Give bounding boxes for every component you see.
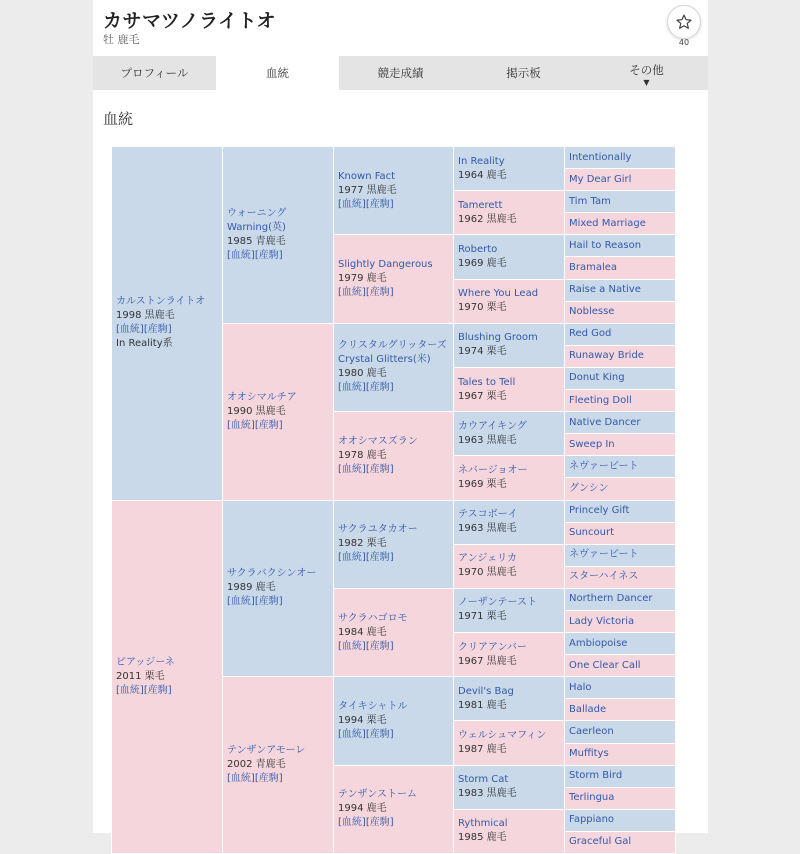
- ancestor-cell-gen4: [454, 500, 565, 544]
- ancestor-link[interactable]: Bramalea: [569, 262, 618, 274]
- ancestor-cell-gen5: [565, 831, 676, 853]
- pedigree-link[interactable]: [血統]: [338, 552, 366, 564]
- produce-link[interactable]: [産駒]: [365, 382, 394, 394]
- pedigree-link[interactable]: [血統]: [338, 463, 366, 475]
- ancestor-links: [338, 198, 453, 212]
- tab-label: 血統: [266, 66, 289, 80]
- page: [93, 0, 708, 848]
- ancestor-entry: [458, 376, 564, 404]
- ancestor-cell-gen5: [565, 323, 676, 345]
- ancestor-cell-gen5: [565, 787, 676, 809]
- ancestor-link[interactable]: My Dear Girl: [569, 173, 632, 185]
- ancestor-cell-gen5: [565, 390, 676, 412]
- ancestor-name-link[interactable]: Rythmical: [458, 818, 508, 830]
- ancestor-cell-gen5: [565, 434, 676, 456]
- ancestor-entry: [227, 744, 333, 786]
- ancestor-link[interactable]: Noblesse: [569, 306, 615, 318]
- ancestor-birth-color: 1983 黒鹿毛: [458, 788, 517, 800]
- tab-pedigree[interactable]: [216, 56, 339, 90]
- ancestor-birth-color: 1994 栗毛: [338, 714, 387, 726]
- ancestor-cell-gen5: [565, 610, 676, 632]
- ancestor-link[interactable]: Mixed Marriage: [569, 217, 646, 229]
- ancestor-entry: [227, 391, 333, 433]
- tab-board[interactable]: [462, 56, 585, 90]
- ancestor-cell-gen4: [454, 367, 565, 411]
- ancestor-name-link[interactable]: Tales to Tell: [458, 376, 516, 388]
- pedigree-link[interactable]: [血統]: [227, 596, 255, 608]
- caret-down-icon: ▼: [643, 78, 650, 87]
- ancestor-cell-gen3: [334, 500, 454, 588]
- ancestor-birth-color: 1981 鹿毛: [458, 699, 507, 711]
- ancestor-entry: [338, 435, 453, 477]
- ancestor-link[interactable]: Sweep In: [569, 438, 615, 450]
- ancestor-name-link[interactable]: ネバージョオー: [458, 464, 528, 476]
- ancestor-birth-color: 1984 鹿毛: [338, 626, 387, 638]
- pedigree-link[interactable]: [血統]: [116, 324, 144, 336]
- ancestor-links: [116, 684, 222, 698]
- ancestor-cell-gen5: [565, 301, 676, 323]
- ancestor-entry: [116, 656, 222, 698]
- ancestor-cell-gen4: [454, 544, 565, 588]
- tab-other[interactable]: [585, 56, 708, 90]
- ancestor-link[interactable]: スターハイネス: [569, 571, 639, 583]
- pedigree-link[interactable]: [血統]: [338, 728, 366, 740]
- ancestor-links: [227, 772, 333, 786]
- ancestor-cell-gen3: [334, 323, 454, 411]
- ancestor-links: [338, 551, 453, 565]
- ancestor-cell-gen5: [565, 412, 676, 434]
- ancestor-birth-color: 1974 栗毛: [458, 346, 507, 358]
- ancestor-link[interactable]: Ambiopoise: [569, 637, 628, 649]
- ancestor-cell-gen5: [565, 677, 676, 699]
- ancestor-link[interactable]: Intentionally: [569, 151, 632, 163]
- produce-link[interactable]: [産駒]: [254, 596, 283, 608]
- ancestor-cell-gen3: [334, 677, 454, 765]
- ancestor-cell-gen5: [565, 478, 676, 500]
- ancestor-entry: [227, 207, 333, 263]
- ancestor-link[interactable]: Suncourt: [569, 527, 615, 539]
- ancestor-birth-color: 1967 栗毛: [458, 390, 507, 402]
- ancestor-cell-gen5: [565, 522, 676, 544]
- ancestor-birth-color: 2011 栗毛: [116, 670, 165, 682]
- ancestor-cell-gen4: [454, 279, 565, 323]
- ancestor-name-link[interactable]: Known Fact: [338, 170, 396, 182]
- ancestor-birth-color: 1998 黒鹿毛: [116, 310, 175, 322]
- ancestor-birth-color: 1985 青鹿毛: [227, 235, 286, 247]
- ancestor-birth-color: 1970 栗毛: [458, 302, 507, 314]
- ancestor-link[interactable]: Red God: [569, 328, 612, 340]
- ancestor-cell-gen4: [454, 191, 565, 235]
- ancestor-link[interactable]: One Clear Call: [569, 659, 641, 671]
- pedigree-link[interactable]: [血統]: [227, 773, 255, 785]
- ancestor-cell-gen3: [334, 235, 454, 323]
- produce-link[interactable]: [産駒]: [254, 773, 283, 785]
- ancestor-birth-color: 1969 栗毛: [458, 478, 507, 490]
- produce-link[interactable]: [産駒]: [365, 640, 394, 652]
- pedigree-link[interactable]: [血統]: [116, 684, 144, 696]
- ancestor-links: [116, 323, 222, 337]
- pedigree-link[interactable]: [血統]: [227, 419, 255, 431]
- ancestor-name-link[interactable]: Storm Cat: [458, 774, 509, 786]
- ancestor-cell-gen4: [454, 412, 565, 456]
- ancestor-cell-gen5: [565, 213, 676, 235]
- ancestor-link[interactable]: Lady Victoria: [569, 615, 635, 627]
- ancestor-link[interactable]: Runaway Bride: [569, 350, 644, 362]
- ancestor-birth-color: 1985 鹿毛: [458, 832, 507, 844]
- ancestor-link[interactable]: ネヴァービート: [569, 549, 639, 561]
- ancestor-cell-gen5: [565, 169, 676, 191]
- ancestor-name-link[interactable]: テンザンアモーレ: [227, 745, 306, 757]
- ancestor-birth-color: 1963 黒鹿毛: [458, 434, 517, 446]
- ancestor-cell-gen5: [565, 633, 676, 655]
- horse-name: カサマツノライトオ: [103, 10, 277, 32]
- pedigree-table: [111, 146, 676, 854]
- ancestor-name-link[interactable]: サクラバクシンオー: [227, 568, 317, 580]
- ancestor-entry: [458, 331, 564, 359]
- ancestor-name-link[interactable]: カルストンライトオ: [116, 296, 206, 308]
- ancestor-cell-gen3: [334, 412, 454, 500]
- section-title: 血統: [103, 110, 134, 128]
- ancestor-name-link[interactable]: サクラハゴロモ: [338, 612, 408, 624]
- ancestor-cell-gen4: [454, 765, 565, 809]
- ancestor-entry: [338, 523, 453, 565]
- ancestor-entry: [338, 788, 453, 830]
- pedigree-link[interactable]: [血統]: [227, 249, 255, 261]
- produce-link[interactable]: [産駒]: [365, 287, 394, 299]
- ancestor-link[interactable]: ネヴァービート: [569, 460, 639, 472]
- ancestor-entry: [227, 567, 333, 609]
- pedigree-link[interactable]: [血統]: [338, 817, 366, 829]
- ancestor-name-link[interactable]: ウェルシュマフィン: [458, 730, 547, 742]
- ancestor-name-link[interactable]: Slightly Dangerous: [338, 259, 433, 271]
- tab-label: 掲示板: [506, 66, 541, 80]
- ancestor-cell-gen1: [112, 147, 223, 501]
- ancestor-link[interactable]: Fappiano: [569, 814, 615, 826]
- ancestor-entry: [458, 243, 564, 271]
- ancestor-cell-gen4: [454, 721, 565, 765]
- tab-bar: [93, 56, 708, 90]
- ancestor-link[interactable]: Muffitys: [569, 748, 609, 760]
- ancestor-name-link[interactable]: ノーザンテースト: [458, 597, 537, 609]
- ancestor-birth-color: 1964 鹿毛: [458, 169, 507, 181]
- ancestor-cell-gen5: [565, 544, 676, 566]
- ancestor-links: [338, 381, 453, 395]
- ancestor-cell-gen4: [454, 235, 565, 279]
- ancestor-birth-color: 1969 鹿毛: [458, 257, 507, 269]
- ancestor-birth-color: 1971 栗毛: [458, 611, 507, 623]
- ancestor-link[interactable]: Ballade: [569, 703, 607, 715]
- ancestor-birth-color: 1967 黒鹿毛: [458, 655, 517, 667]
- ancestor-cell-gen2: [223, 500, 334, 677]
- ancestor-cell-gen5: [565, 279, 676, 301]
- ancestor-link[interactable]: Native Dancer: [569, 416, 641, 428]
- ancestor-cell-gen3: [334, 147, 454, 235]
- horse-sex-color: 牡 鹿毛: [103, 33, 140, 46]
- ancestor-birth-color: 1980 鹿毛: [338, 368, 387, 380]
- ancestor-birth-color: 1977 黒鹿毛: [338, 184, 397, 196]
- ancestor-cell-gen2: [223, 147, 334, 324]
- ancestor-name-link[interactable]: テスコボーイ: [458, 509, 518, 521]
- ancestor-entry: [338, 612, 453, 654]
- ancestor-cell-gen5: [565, 721, 676, 743]
- ancestor-entry: [458, 596, 564, 624]
- pedigree-row: [112, 500, 676, 522]
- ancestor-link[interactable]: Hail to Reason: [569, 239, 642, 251]
- tab-label: プロフィール: [120, 66, 189, 80]
- ancestor-birth-color: 1978 鹿毛: [338, 449, 387, 461]
- ancestor-link[interactable]: Raise a Native: [569, 284, 641, 296]
- ancestor-links: [338, 463, 453, 477]
- ancestor-birth-color: 1963 黒鹿毛: [458, 523, 517, 535]
- ancestor-entry: [458, 155, 564, 183]
- ancestor-link[interactable]: Tim Tam: [569, 195, 611, 207]
- ancestor-birth-color: 1987 鹿毛: [458, 744, 507, 756]
- produce-link[interactable]: [産駒]: [365, 552, 394, 564]
- ancestor-cell-gen3: [334, 588, 454, 676]
- ancestor-links: [338, 728, 453, 742]
- ancestor-cell-gen2: [223, 323, 334, 500]
- ancestor-cell-gen5: [565, 345, 676, 367]
- ancestor-entry: [338, 700, 453, 742]
- produce-link[interactable]: [産駒]: [254, 419, 283, 431]
- ancestor-name-link[interactable]: オオシマスズラン: [338, 435, 418, 447]
- ancestor-cell-gen1: [112, 500, 223, 854]
- ancestor-birth-color: 1982 栗毛: [338, 538, 387, 550]
- ancestor-link[interactable]: Halo: [569, 681, 592, 693]
- tab-label: その他: [629, 63, 664, 77]
- pedigree-link[interactable]: [血統]: [338, 287, 366, 299]
- ancestor-birth-color: 1989 鹿毛: [227, 582, 276, 594]
- ancestor-birth-color: 1990 黒鹿毛: [227, 405, 286, 417]
- ancestor-entry: [338, 258, 453, 300]
- produce-link[interactable]: [産駒]: [365, 817, 394, 829]
- ancestor-name-link[interactable]: テンザンストーム: [338, 789, 417, 801]
- ancestor-link[interactable]: Donut King: [569, 372, 625, 384]
- ancestor-cell-gen4: [454, 633, 565, 677]
- ancestor-cell-gen5: [565, 191, 676, 213]
- produce-link[interactable]: [産駒]: [143, 324, 172, 336]
- ancestor-entry: [458, 641, 564, 669]
- ancestor-entry: [458, 729, 564, 757]
- ancestor-entry: [458, 685, 564, 713]
- ancestor-link[interactable]: Princely Gift: [569, 505, 630, 517]
- pedigree-link[interactable]: [血統]: [338, 382, 366, 394]
- ancestor-name-link[interactable]: In Reality: [458, 155, 505, 167]
- ancestor-entry: [458, 420, 564, 448]
- ancestor-birth-color: 2002 青鹿毛: [227, 759, 286, 771]
- ancestor-alt-name-link[interactable]: Crystal Glitters(米): [338, 354, 431, 366]
- ancestor-cell-gen5: [565, 655, 676, 677]
- ancestor-name-link[interactable]: ピアッジーネ: [116, 656, 175, 668]
- ancestor-entry: [458, 552, 564, 580]
- ancestor-entry: [458, 464, 564, 492]
- ancestor-link[interactable]: Terlingua: [569, 792, 615, 804]
- ancestor-cell-gen5: [565, 588, 676, 610]
- horse-header: [93, 0, 708, 56]
- ancestor-entry: [116, 295, 222, 351]
- ancestor-birth-color: 1970 黒鹿毛: [458, 567, 517, 579]
- ancestor-link[interactable]: Caerleon: [569, 725, 614, 737]
- ancestor-entry: [458, 199, 564, 227]
- ancestor-cell-gen5: [565, 809, 676, 831]
- produce-link[interactable]: [産駒]: [365, 198, 394, 210]
- ancestor-cell-gen3: [334, 765, 454, 853]
- ancestor-cell-gen5: [565, 699, 676, 721]
- pedigree-link[interactable]: [血統]: [338, 198, 366, 210]
- ancestor-cell-gen5: [565, 367, 676, 389]
- sire-line: In Reality系: [116, 338, 173, 350]
- ancestor-cell-gen5: [565, 235, 676, 257]
- ancestor-entry: [458, 773, 564, 801]
- produce-link[interactable]: [産駒]: [365, 728, 394, 740]
- ancestor-name-link[interactable]: タイキシャトル: [338, 700, 408, 712]
- ancestor-cell-gen4: [454, 323, 565, 367]
- produce-link[interactable]: [産駒]: [143, 684, 172, 696]
- ancestor-name-link[interactable]: Where You Lead: [458, 288, 539, 300]
- favorite-button[interactable]: [667, 5, 701, 39]
- ancestor-name-link[interactable]: Blushing Groom: [458, 332, 538, 344]
- pedigree-row: [112, 147, 676, 169]
- ancestor-cell-gen5: [565, 147, 676, 169]
- ancestor-links: [227, 419, 333, 433]
- ancestor-links: [227, 249, 333, 263]
- ancestor-name-link[interactable]: サクラユタカオー: [338, 524, 418, 536]
- ancestor-cell-gen5: [565, 456, 676, 478]
- ancestor-links: [338, 286, 453, 300]
- ancestor-entry: [458, 287, 564, 315]
- ancestor-name-link[interactable]: ウォーニング: [227, 207, 287, 219]
- tab-label: 競走成績: [377, 66, 424, 80]
- produce-link[interactable]: [産駒]: [365, 463, 394, 475]
- ancestor-links: [338, 816, 453, 830]
- ancestor-link[interactable]: Northern Dancer: [569, 593, 653, 605]
- ancestor-entry: [338, 339, 453, 395]
- ancestor-link[interactable]: Fleeting Doll: [569, 394, 632, 406]
- ancestor-cell-gen4: [454, 456, 565, 500]
- ancestor-link[interactable]: Storm Bird: [569, 770, 623, 782]
- ancestor-name-link[interactable]: オオシマルチア: [227, 391, 297, 403]
- ancestor-name-link[interactable]: Devil's Bag: [458, 685, 514, 697]
- produce-link[interactable]: [産駒]: [254, 249, 283, 261]
- ancestor-entry: [338, 170, 453, 212]
- ancestor-entry: [458, 508, 564, 536]
- ancestor-link[interactable]: Graceful Gal: [569, 836, 632, 848]
- ancestor-birth-color: 1979 鹿毛: [338, 273, 387, 285]
- favorite-count: 40: [678, 38, 690, 47]
- ancestor-cell-gen4: [454, 809, 565, 853]
- ancestor-cell-gen4: [454, 147, 565, 191]
- ancestor-name-link[interactable]: アンジェリカ: [458, 553, 518, 565]
- ancestor-cell-gen5: [565, 257, 676, 279]
- tab-race-results[interactable]: [339, 56, 462, 90]
- ancestor-name-link[interactable]: Roberto: [458, 243, 498, 255]
- ancestor-name-link[interactable]: クリアアンバー: [458, 641, 527, 653]
- ancestor-alt-name-link[interactable]: Warning(英): [227, 221, 286, 233]
- ancestor-links: [338, 640, 453, 654]
- ancestor-cell-gen5: [565, 765, 676, 787]
- ancestor-birth-color: 1962 黒鹿毛: [458, 213, 517, 225]
- ancestor-birth-color: 1994 鹿毛: [338, 803, 387, 815]
- ancestor-name-link[interactable]: クリスタルグリッターズ: [338, 340, 447, 352]
- pedigree-link[interactable]: [血統]: [338, 640, 366, 652]
- ancestor-links: [227, 595, 333, 609]
- ancestor-name-link[interactable]: カウアイキング: [458, 420, 527, 432]
- ancestor-entry: [458, 817, 564, 845]
- tab-profile[interactable]: [93, 56, 216, 90]
- ancestor-cell-gen4: [454, 677, 565, 721]
- ancestor-cell-gen2: [223, 677, 334, 854]
- star-outline-icon: [675, 13, 693, 31]
- ancestor-cell-gen4: [454, 588, 565, 632]
- ancestor-cell-gen5: [565, 500, 676, 522]
- ancestor-cell-gen5: [565, 566, 676, 588]
- ancestor-name-link[interactable]: Tamerett: [458, 199, 503, 211]
- ancestor-cell-gen5: [565, 743, 676, 765]
- ancestor-link[interactable]: グンシン: [569, 482, 609, 494]
